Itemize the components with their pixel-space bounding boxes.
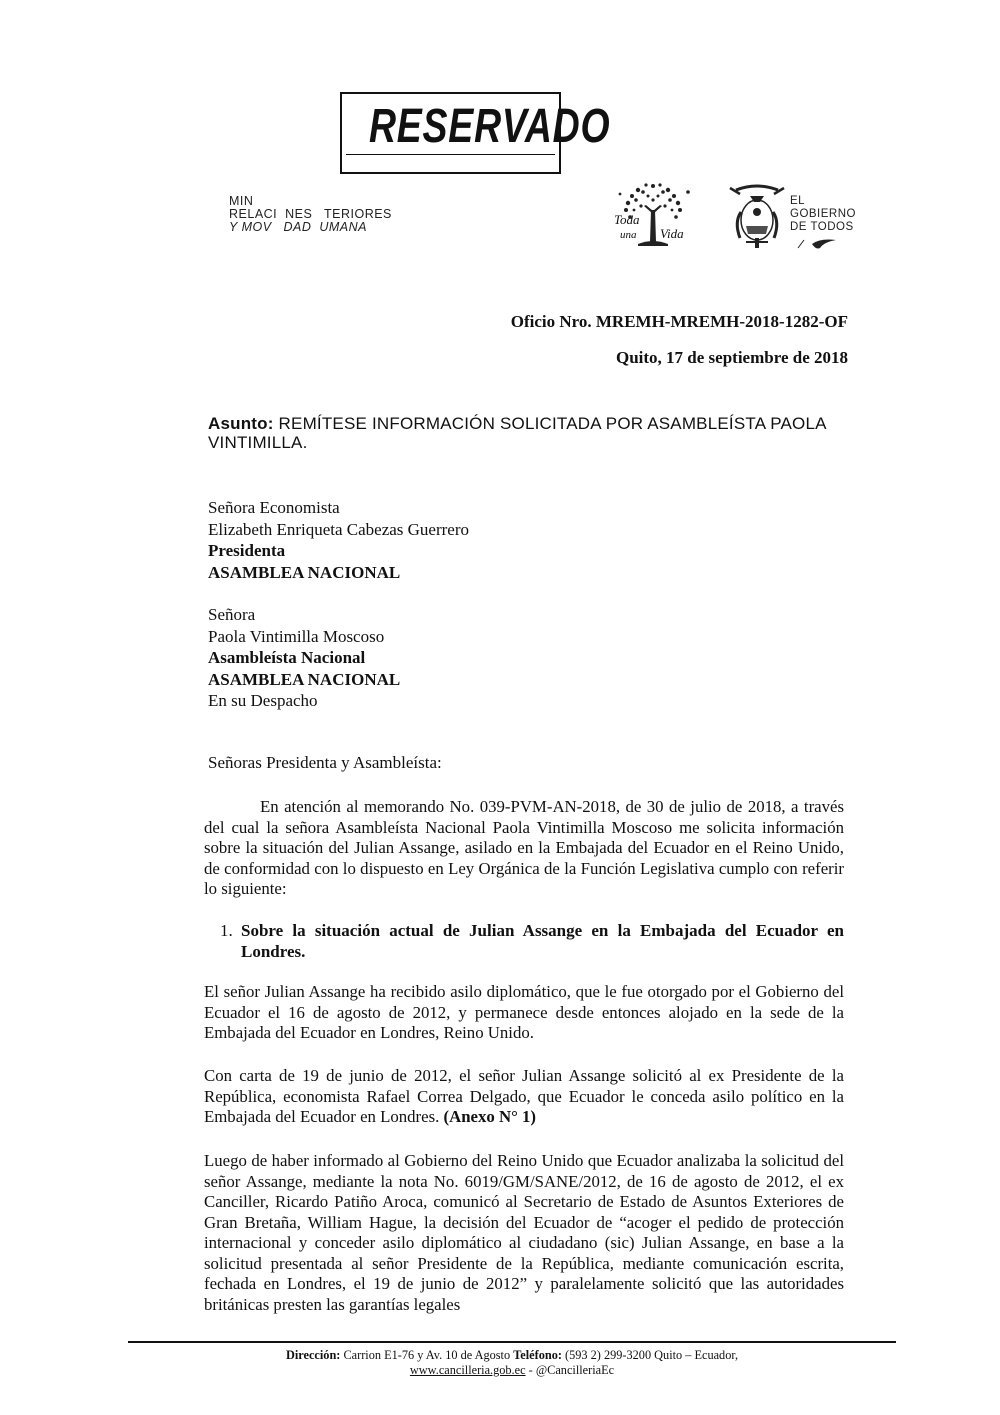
recipient1-title: Señora Economista (208, 498, 340, 517)
paragraph-2 (204, 1066, 844, 1128)
recipient2-title: Señora (208, 605, 256, 624)
footer (128, 1348, 896, 1378)
coat-of-arms-icon (726, 182, 788, 257)
footer-phone: (593 2) 299-3200 Quito – Ecuador, (565, 1348, 739, 1362)
toda-una-vida-logo (608, 180, 698, 255)
footer-address-label: Dirección: (285, 1348, 341, 1362)
reserved-stamp (340, 92, 611, 174)
gobierno-logo (790, 195, 856, 256)
footer-address: Carrion E1-76 y Av. 10 de Agosto (343, 1348, 511, 1362)
paragraph-2-annex: (Anexo N° 1) (443, 1107, 536, 1126)
salutation: Señoras Presidenta y Asambleísta: (208, 753, 442, 772)
subject-label: Asunto: (208, 414, 274, 433)
recipient-block-1 (208, 497, 469, 583)
stamp-text: RESERVADO (368, 100, 611, 153)
section-1-heading (220, 920, 844, 962)
recipient-block-2 (208, 604, 400, 712)
recipient2-name: Paola Vintimilla Moscoso (208, 626, 385, 646)
footer-website-link[interactable]: www.cancilleria.gob.ec (409, 1363, 526, 1377)
gobierno-line-3: DE TODOS (790, 221, 854, 233)
oficio-number: Oficio Nro. MREMH-MREMH-2018-1282-OF (510, 312, 848, 331)
subject-text: REMÍTESE INFORMACIÓN SOLICITADA POR ASAMBLEÍSTA PAOLA VINTIMILLA. (208, 414, 826, 452)
logo-text-toda: Toda (614, 212, 640, 227)
footer-phone-label: Teléfono: (513, 1348, 562, 1362)
recipient2-org: ASAMBLEA NACIONAL (208, 669, 401, 689)
footer-divider (128, 1341, 896, 1343)
gobierno-line-2: GOBIERNO (790, 208, 856, 220)
paragraph-3: Luego de haber informado al Gobierno del Reino Unido que Ecuador analizaba la solicitud del señor Assange, mediante la nota No. 6019/GM/SANE/2012, de 16 de agosto de 2012, el ex Canciller, Ricardo Patiño Aroca, comunicó al Secretario de Estado de Asuntos Exteriores de Gran Bretaña, William Hague, la decisión del Ecuador de “acoger el pedido de protección internacional y conceder asilo diplomático al ciudadano (sic) Julian Assange, en base a la solicitud presentada al señor Presidente de la República, mediante comunicación escrita, fechada en Londres, el 19 de junio de 2012” y paralelamente solicitó que las autoridades británicas presten las garantías legales (204, 1151, 844, 1314)
footer-separator: - (525, 1363, 536, 1377)
logo-text-vida: Vida (660, 226, 684, 241)
footer-line-1 (128, 1348, 896, 1363)
ministry-line-1: MIN (229, 194, 254, 208)
stamp-box (346, 98, 611, 155)
recipient1-name: Elizabeth Enriqueta Cabezas Guerrero (208, 519, 470, 539)
gobierno-line-1: EL (790, 195, 806, 207)
ministry-line-2: RELACI NES TERIORES (229, 207, 392, 221)
intro-paragraph: En atención al memorando No. 039-PVM-AN-2018, de 30 de julio de 2018, a través del cual la señora Asambleísta Nacional Paola Vintimilla Moscoso me solicita información sobre la situación del Julian Assange, asilado en la Embajada del Ecuador en el Reino Unido, de conformidad con lo dispuesto en Ley Orgánica de la Función Legislativa cumplo con referir lo siguiente: (204, 797, 844, 898)
recipient2-role: Asambleísta Nacional (208, 648, 366, 667)
section-1-title: Sobre la situación actual de Julian Assange en la Embajada del Ecuador en Londres. (241, 921, 844, 961)
recipient2-note: En su Despacho (208, 691, 318, 710)
gobierno-swoosh-icon (790, 234, 840, 252)
section-1-number: 1. (220, 921, 233, 940)
footer-handle: @CancilleriaEc (535, 1363, 615, 1377)
paragraph-2-text: Con carta de 19 de junio de 2012, el señor Julian Assange solicitó al ex Presidente de la República, economista Rafael Correa Delgado, que Ecuador le conceda asilo político en la Embajada del Ecuador en Londres. (204, 1066, 844, 1126)
ministry-header (229, 195, 392, 234)
paragraph-1: El señor Julian Assange ha recibido asilo diplomático, que le fue otorgado por el Gobierno del Ecuador el 16 de agosto de 2012, y permanece desde entonces alojado en la sede de la Embajada del Ecuador en Londres, Reino Unido. (204, 982, 844, 1042)
ministry-line-3: Y MOV DAD UMANA (229, 220, 367, 234)
recipient1-role: Presidenta (208, 541, 286, 560)
recipient1-org: ASAMBLEA NACIONAL (208, 562, 401, 582)
logo-text-una: una (620, 229, 637, 241)
place-date: Quito, 17 de septiembre de 2018 (615, 348, 848, 367)
footer-line-2 (128, 1363, 896, 1378)
subject-line (208, 414, 848, 452)
